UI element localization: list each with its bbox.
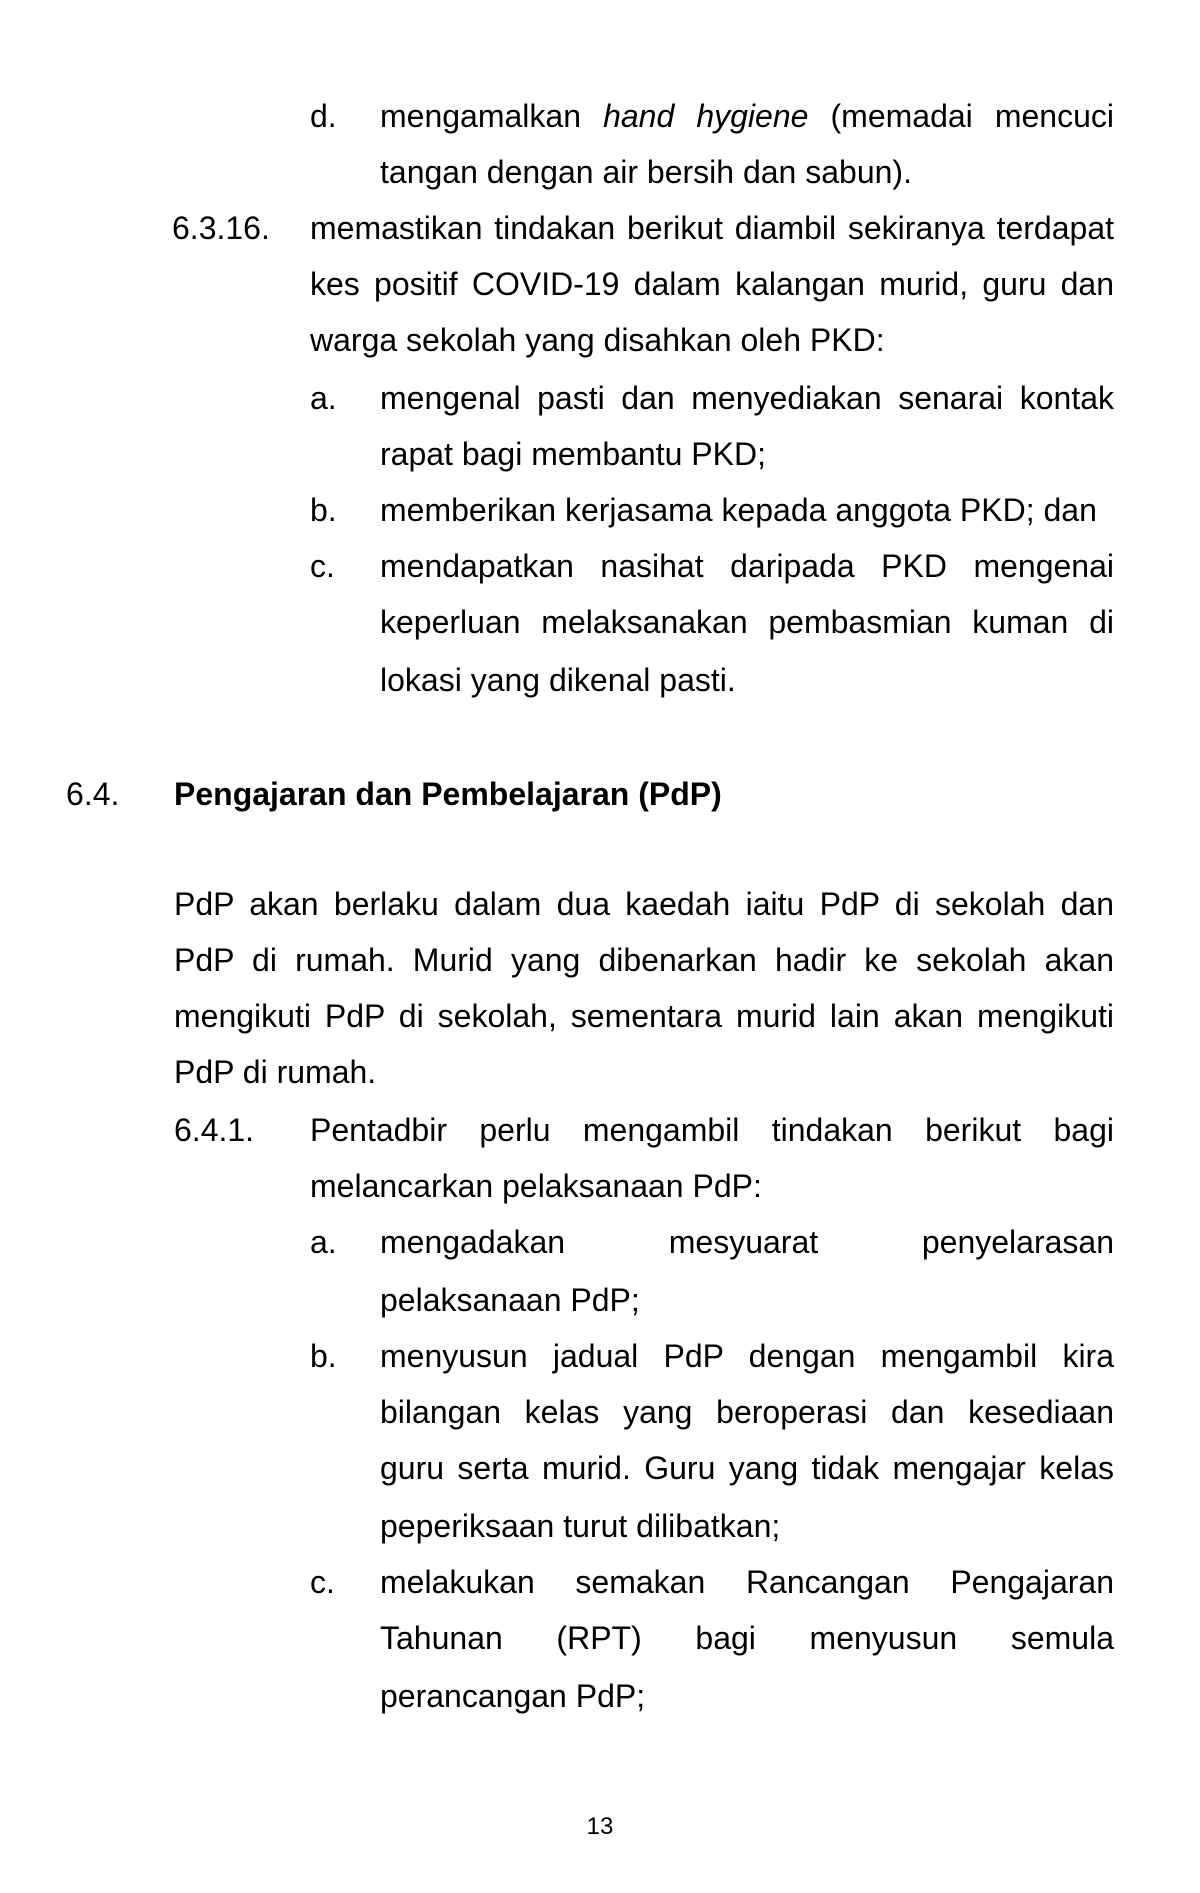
subitem-b2-line-1: menyusun jadual PdP dengan mengambil kira bbox=[380, 1338, 1114, 1374]
item-6-3-16-line-1: memastikan tindakan berikut diambil sekiranya terdapat bbox=[310, 210, 1114, 246]
item-d-line-1 bbox=[380, 96, 1114, 136]
subitem-c-line-3: lokasi yang dikenal pasti. bbox=[380, 662, 736, 698]
subitem-c2-line-3: perancangan PdP; bbox=[380, 1678, 646, 1714]
subitem-a2-line-1: mengadakan mesyuarat penyelarasan bbox=[380, 1224, 1114, 1260]
subitem-label-a-2: a. bbox=[310, 1224, 337, 1260]
subitem-c-line-1: mendapatkan nasihat daripada PKD mengenai bbox=[380, 548, 1114, 584]
item-d-line-2: tangan dengan air bersih dan sabun). bbox=[380, 154, 912, 190]
subitem-b2-line-3: guru serta murid. Guru yang tidak mengajar kelas bbox=[380, 1450, 1114, 1486]
subitem-c2-line-1: melakukan semakan Rancangan Pengajaran bbox=[380, 1564, 1114, 1600]
subitem-c-line-2: keperluan melaksanakan pembasmian kuman di bbox=[380, 604, 1114, 640]
subitem-label-b-2: b. bbox=[310, 1338, 337, 1374]
item-6-4-1-line-2: melancarkan pelaksanaan PdP: bbox=[310, 1168, 762, 1204]
page-number: 13 bbox=[586, 1813, 614, 1840]
item-label-d: d. bbox=[310, 98, 337, 134]
item-d-text-before: mengamalkan bbox=[380, 98, 581, 134]
subitem-c2-line-2: Tahunan (RPT) bagi menyusun semula bbox=[380, 1620, 1114, 1656]
subitem-a-line-1: mengenal pasti dan menyediakan senarai kontak bbox=[380, 380, 1114, 416]
subitem-label-c: c. bbox=[310, 548, 335, 584]
item-d-text-italic: hand hygiene bbox=[603, 98, 809, 134]
item-6-3-16-line-3: warga sekolah yang disahkan oleh PKD: bbox=[310, 322, 885, 358]
subitem-label-b: b. bbox=[310, 492, 337, 528]
paragraph-line-1: PdP akan berlaku dalam dua kaedah iaitu PdP di sekolah dan bbox=[174, 886, 1114, 922]
subitem-a2-line-2: pelaksanaan PdP; bbox=[380, 1282, 640, 1318]
subitem-b-line-1: memberikan kerjasama kepada anggota PKD; dan bbox=[380, 492, 1097, 528]
subitem-label-c-2: c. bbox=[310, 1564, 335, 1600]
paragraph-line-4: PdP di rumah. bbox=[174, 1054, 377, 1090]
item-number-6-4-1: 6.4.1. bbox=[174, 1112, 255, 1148]
item-6-3-16-line-2: kes positif COVID-19 dalam kalangan murid, guru dan bbox=[310, 266, 1114, 302]
item-6-4-1-line-1: Pentadbir perlu mengambil tindakan berikut bagi bbox=[310, 1112, 1114, 1148]
item-d-text-after: (memadai mencuci bbox=[830, 98, 1115, 134]
paragraph-line-2: PdP di rumah. Murid yang dibenarkan hadir ke sekolah akan bbox=[174, 942, 1114, 978]
section-heading: Pengajaran dan Pembelajaran (PdP) bbox=[174, 776, 722, 812]
subitem-b2-line-2: bilangan kelas yang beroperasi dan kesediaan bbox=[380, 1394, 1114, 1430]
paragraph-line-3: mengikuti PdP di sekolah, sementara murid lain akan mengikuti bbox=[174, 998, 1114, 1034]
item-number-6-3-16: 6.3.16. bbox=[172, 210, 270, 246]
subitem-a-line-2: rapat bagi membantu PKD; bbox=[380, 436, 766, 472]
section-number-6-4: 6.4. bbox=[66, 776, 120, 812]
subitem-label-a: a. bbox=[310, 380, 337, 416]
subitem-b2-line-4: peperiksaan turut dilibatkan; bbox=[380, 1508, 781, 1544]
